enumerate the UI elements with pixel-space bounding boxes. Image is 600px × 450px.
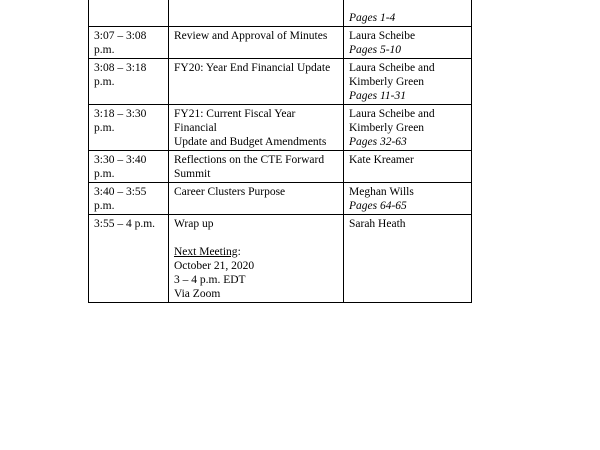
next-meeting-label: Next Meeting: [174, 246, 238, 258]
item-cell: [169, 0, 344, 27]
lead-cell: [344, 0, 472, 27]
time-cell: [89, 0, 169, 27]
time-cell: 3:40 – 3:55 p.m.: [89, 183, 169, 215]
table-row: [89, 0, 472, 27]
pages-ref: Pages 32-63: [349, 136, 407, 148]
lead-cell: [344, 27, 472, 59]
next-meeting-venue: Via Zoom: [174, 288, 221, 300]
item-text: Reflections on the CTE Forward: [174, 154, 325, 166]
item-cell: [169, 215, 344, 303]
spacer: [174, 231, 338, 245]
item-cell: [169, 151, 344, 183]
next-meeting-time: 3 – 4 p.m. EDT: [174, 274, 246, 286]
lead-cell: [344, 105, 472, 151]
lead-cell: [344, 183, 472, 215]
item-text: Update and Budget Amendments: [174, 136, 327, 148]
table-row: [89, 105, 472, 151]
item-cell: Review and Approval of Minutes: [169, 27, 344, 59]
item-cell: FY20: Year End Financial Update: [169, 59, 344, 105]
table-row: [89, 27, 472, 59]
pages-ref: Pages 64-65: [349, 200, 407, 212]
next-meeting-heading: Next Meeting:: [174, 246, 241, 258]
lead-name: Kimberly Green: [349, 122, 425, 134]
time-cell: 3:18 – 3:30 p.m.: [89, 105, 169, 151]
item-cell: [169, 105, 344, 151]
next-meeting-date: October 21, 2020: [174, 260, 255, 272]
table-row: [89, 183, 472, 215]
lead-name: Laura Scheibe and: [349, 62, 435, 74]
item-cell: Career Clusters Purpose: [169, 183, 344, 215]
lead-name: Laura Scheibe: [349, 30, 416, 42]
lead-name: Laura Scheibe and: [349, 108, 435, 120]
agenda-table: [88, 0, 472, 303]
item-text: Summit: [174, 168, 211, 180]
pages-ref: Pages 11-31: [349, 90, 406, 102]
item-text: Wrap up: [174, 218, 214, 230]
time-cell: 3:30 – 3:40 p.m.: [89, 151, 169, 183]
lead-cell: Kate Kreamer: [344, 151, 472, 183]
lead-cell: Sarah Heath: [344, 215, 472, 303]
lead-name: Meghan Wills: [349, 186, 414, 198]
pages-ref: Pages 1-4: [349, 12, 396, 24]
time-cell: 3:08 – 3:18 p.m.: [89, 59, 169, 105]
pages-ref: Pages 5-10: [349, 44, 402, 56]
table-row: [89, 59, 472, 105]
table-row: [89, 151, 472, 183]
lead-cell: [344, 59, 472, 105]
lead-name: Kimberly Green: [349, 76, 425, 88]
table-row: [89, 215, 472, 303]
item-text: FY21: Current Fiscal Year Financial: [174, 108, 296, 134]
time-cell: 3:07 – 3:08 p.m.: [89, 27, 169, 59]
time-cell: 3:55 – 4 p.m.: [89, 215, 169, 303]
